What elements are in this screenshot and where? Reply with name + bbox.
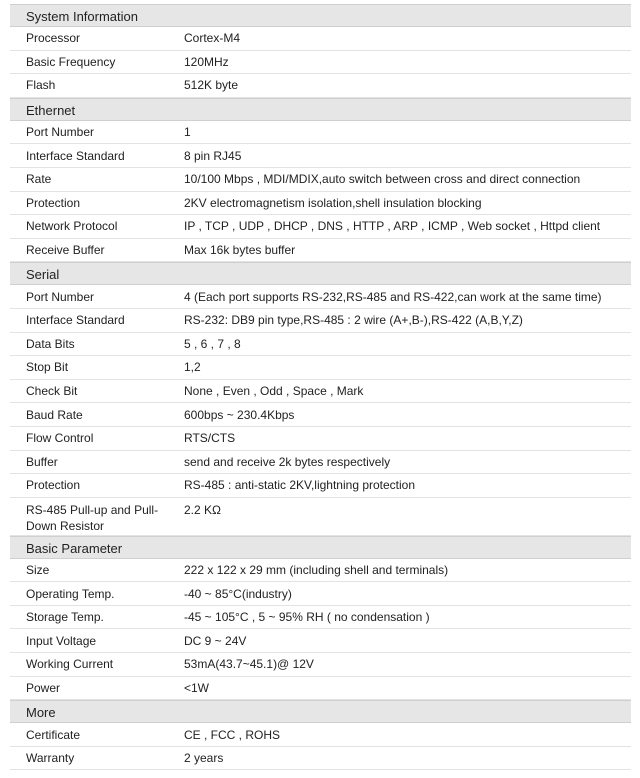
section-ethernet	[10, 98, 631, 263]
row-label: Port Number	[26, 125, 95, 140]
table-row	[10, 451, 631, 475]
row-value: Cortex-M4	[184, 31, 241, 46]
section-title: Serial	[10, 262, 631, 285]
row-label: Basic Frequency	[26, 54, 116, 69]
table-row	[10, 285, 631, 309]
table-row	[10, 74, 631, 98]
row-value: 10/100 Mbps , MDI/MDIX,auto switch between cross and direct connection	[184, 172, 581, 187]
table-row	[10, 51, 631, 75]
section-basic-parameter	[10, 536, 631, 701]
row-value: 5 , 6 , 7 , 8	[184, 336, 241, 351]
row-value: None , Even , Odd , Space , Mark	[184, 384, 364, 399]
row-label: Warranty	[26, 751, 75, 766]
row-value: 120MHz	[184, 54, 229, 69]
table-row	[10, 498, 631, 536]
table-row	[10, 474, 631, 498]
table-row	[10, 168, 631, 192]
row-label: Size	[26, 562, 50, 577]
row-label: Processor	[26, 31, 81, 46]
table-row	[10, 606, 631, 630]
row-value: RS-232: DB9 pin type,RS-485 : 2 wire (A+,B-),RS-422 (A,B,Y,Z)	[184, 313, 523, 328]
table-row	[10, 121, 631, 145]
row-label: Interface Standard	[26, 148, 125, 163]
row-value: send and receive 2k bytes respectively	[184, 454, 391, 469]
row-value: 4 (Each port supports RS-232,RS-485 and RS-422,can work at the same time)	[184, 289, 602, 304]
table-row	[10, 677, 631, 701]
row-value: Max 16k bytes buffer	[184, 243, 296, 258]
row-label: Port Number	[26, 289, 95, 304]
row-value: 600bps ~ 230.4Kbps	[184, 407, 295, 422]
table-row	[10, 403, 631, 427]
section-title: Basic Parameter	[10, 536, 631, 559]
row-label: Protection	[26, 195, 81, 210]
row-label: Protection	[26, 478, 81, 493]
row-label: Input Voltage	[26, 633, 97, 648]
section-system-information	[10, 4, 631, 98]
row-value: 1	[184, 125, 191, 140]
table-row	[10, 215, 631, 239]
row-value: DC 9 ~ 24V	[184, 633, 247, 648]
table-row	[10, 239, 631, 263]
table-row	[10, 582, 631, 606]
row-value: 2KV electromagnetism isolation,shell insulation blocking	[184, 195, 482, 210]
table-row	[10, 723, 631, 747]
table-row	[10, 629, 631, 653]
row-value: 512K byte	[184, 78, 239, 93]
table-row	[10, 653, 631, 677]
row-value: RS-485 : anti-static 2KV,lightning protection	[184, 478, 416, 493]
row-label: Baud Rate	[26, 407, 83, 422]
table-row	[10, 356, 631, 380]
row-label: Buffer	[26, 454, 58, 469]
row-value: CE , FCC , ROHS	[184, 727, 281, 742]
row-value: 2 years	[184, 751, 224, 766]
table-row	[10, 747, 631, 771]
row-label: RS-485 Pull-up and Pull-Down Resistor	[26, 502, 159, 533]
row-value: <1W	[184, 680, 210, 695]
row-value: -45 ~ 105°C , 5 ~ 95% RH ( no condensation )	[184, 610, 430, 625]
row-label: Data Bits	[26, 336, 75, 351]
row-label: Power	[26, 680, 61, 695]
row-label: Receive Buffer	[26, 243, 105, 258]
section-title: More	[10, 700, 631, 723]
table-row	[10, 192, 631, 216]
section-title: Ethernet	[10, 98, 631, 121]
section-title: System Information	[10, 4, 631, 27]
row-label: Interface Standard	[26, 313, 125, 328]
table-row	[10, 380, 631, 404]
table-row	[10, 427, 631, 451]
row-label: Stop Bit	[26, 360, 69, 375]
spec-table	[10, 4, 631, 770]
row-label: Operating Temp.	[26, 586, 115, 601]
table-row	[10, 333, 631, 357]
row-value: RTS/CTS	[184, 431, 236, 446]
row-value: 2.2 KΩ	[184, 502, 221, 517]
row-label: Flow Control	[26, 431, 94, 446]
table-row	[10, 27, 631, 51]
table-row	[10, 559, 631, 583]
table-row	[10, 309, 631, 333]
section-serial	[10, 262, 631, 535]
row-label: Check Bit	[26, 384, 78, 399]
section-more	[10, 700, 631, 770]
row-value: IP , TCP , UDP , DHCP , DNS , HTTP , ARP , ICMP , Web socket , Httpd client	[184, 219, 601, 234]
row-label: Working Current	[26, 657, 114, 672]
row-value: 222 x 122 x 29 mm (including shell and terminals)	[184, 562, 449, 577]
row-value: 8 pin RJ45	[184, 148, 242, 163]
row-label: Certificate	[26, 727, 81, 742]
row-value: -40 ~ 85°C(industry)	[184, 586, 292, 601]
row-value: 53mA(43.7~45.1)@ 12V	[184, 657, 314, 672]
row-label: Storage Temp.	[26, 610, 104, 625]
row-value: 1,2	[184, 360, 201, 375]
row-label: Rate	[26, 172, 52, 187]
row-label: Flash	[26, 78, 56, 93]
table-row	[10, 144, 631, 168]
row-label: Network Protocol	[26, 219, 118, 234]
